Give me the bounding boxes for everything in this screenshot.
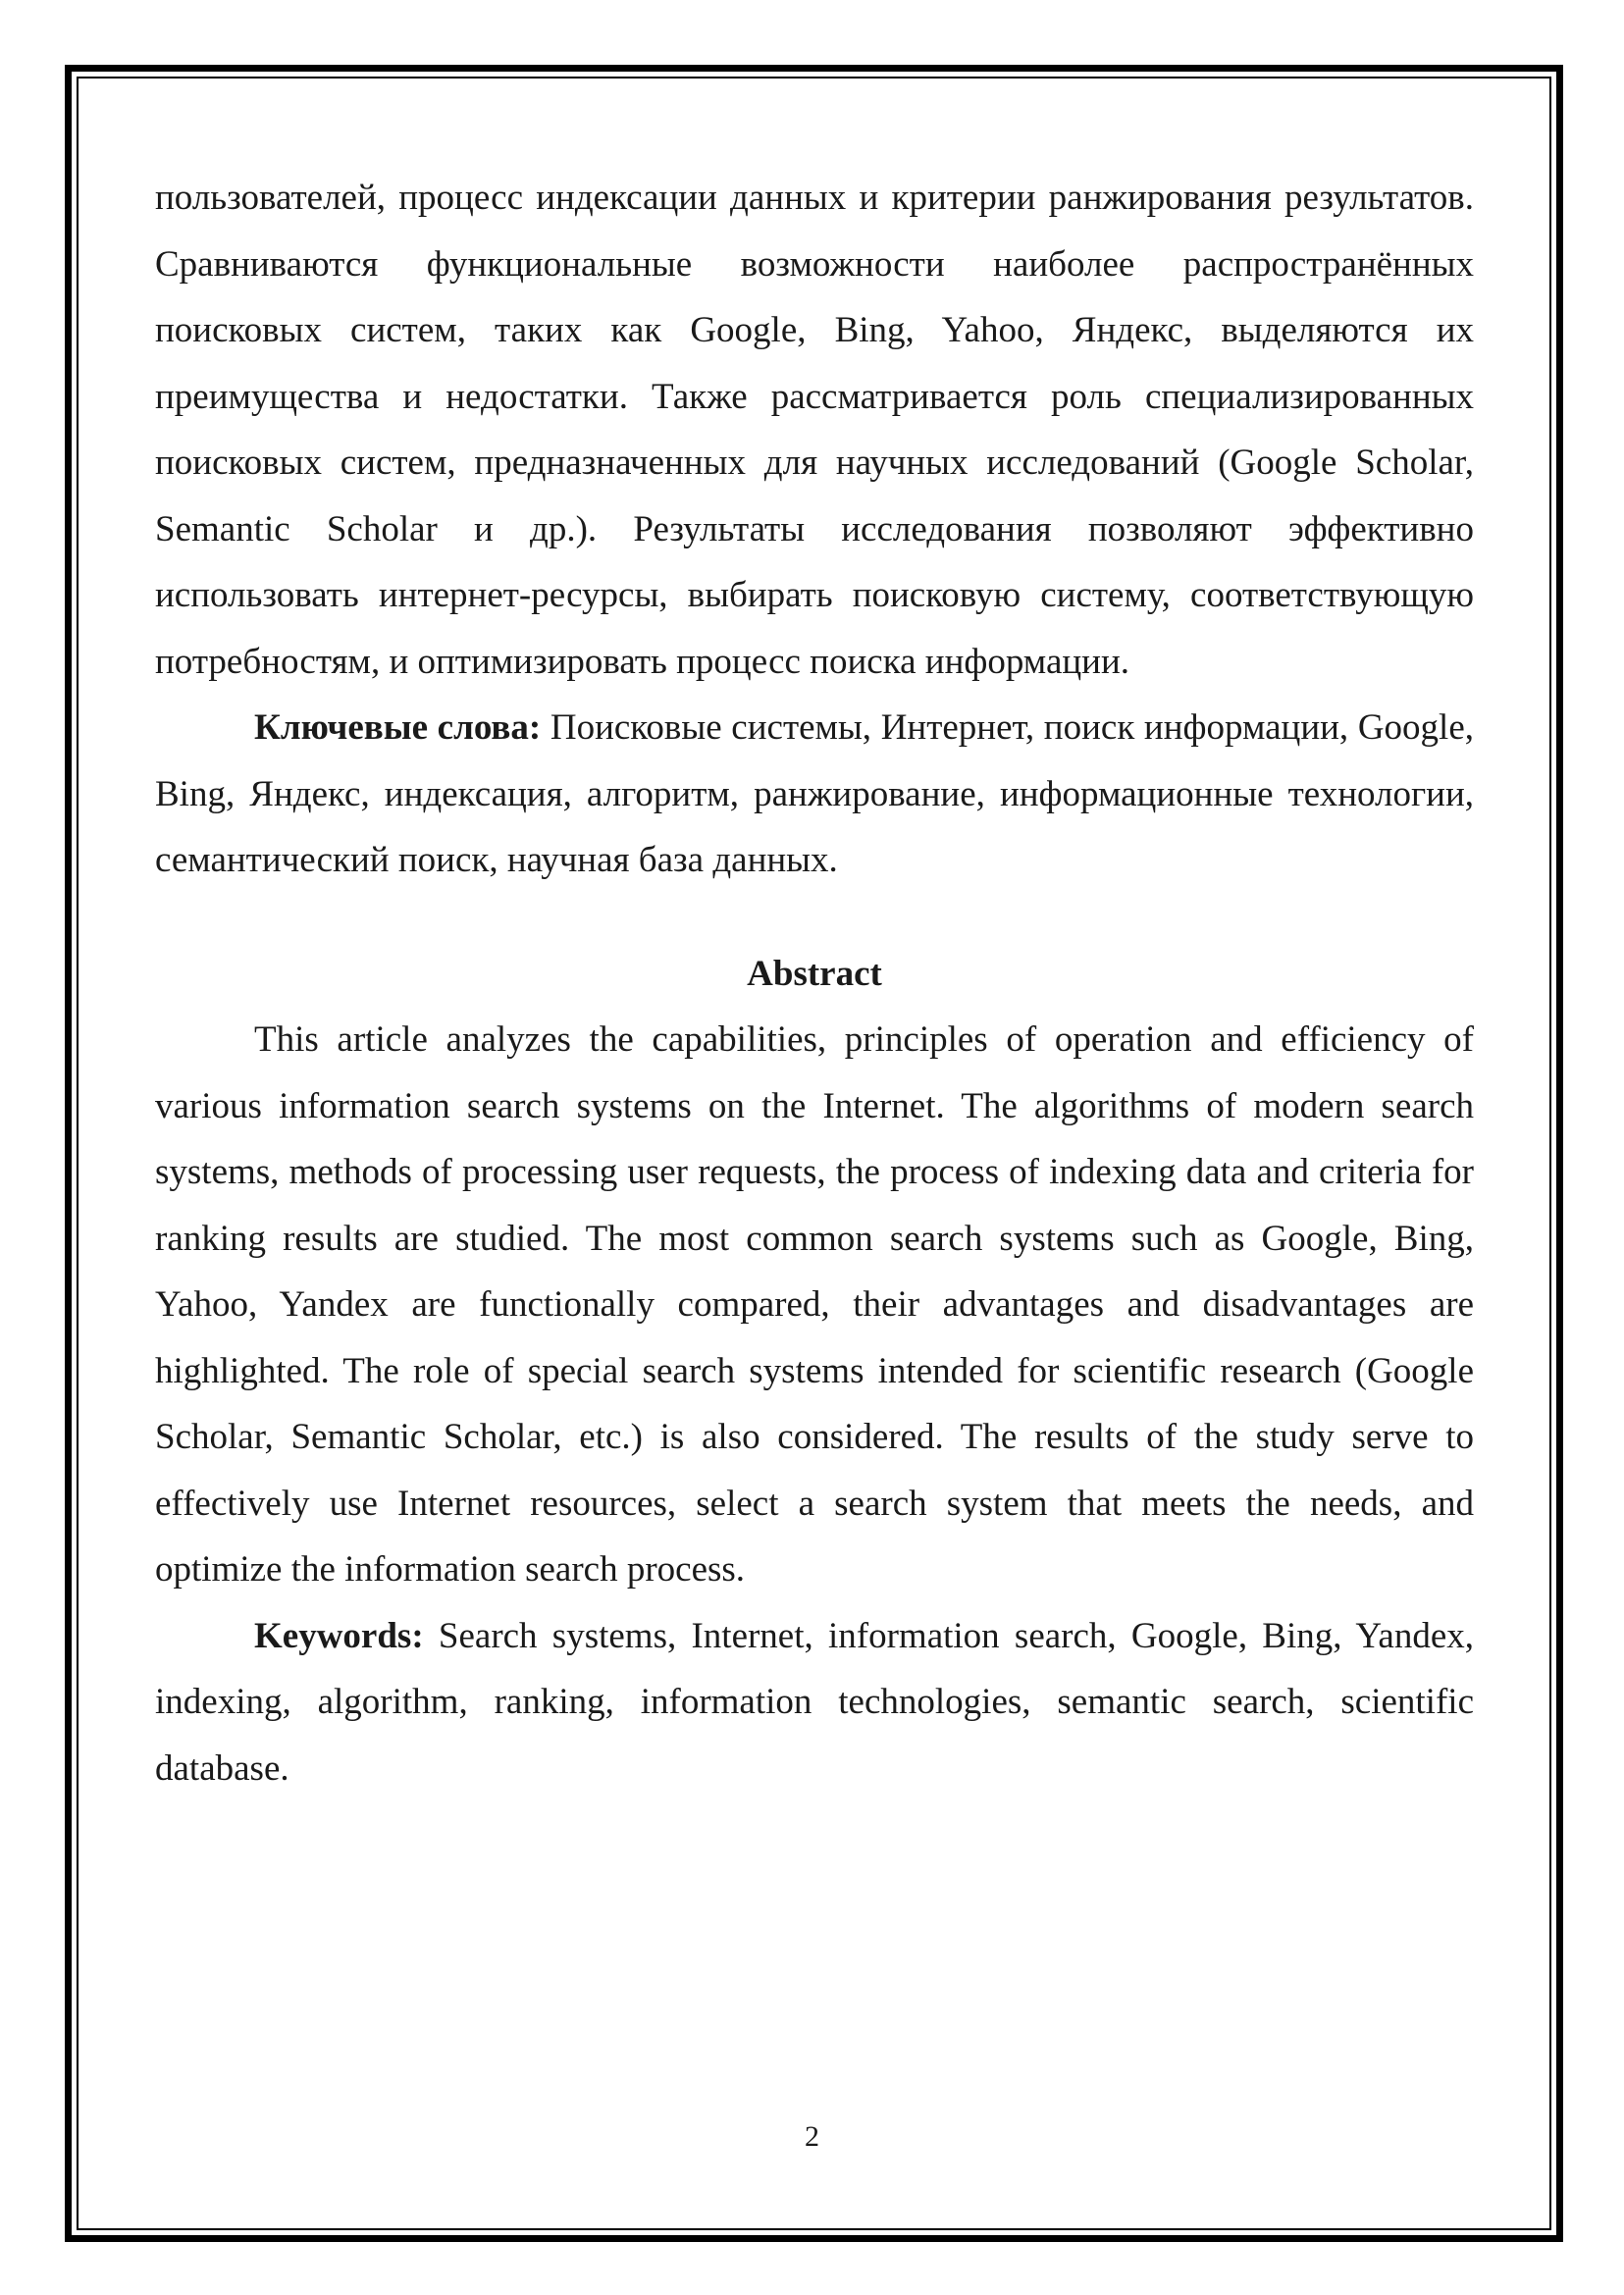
page-number: 2 bbox=[805, 2120, 819, 2153]
english-keywords bbox=[155, 1603, 1474, 1802]
page-content bbox=[155, 165, 1474, 1801]
russian-keywords-label: Ключевые слова: bbox=[254, 707, 542, 748]
russian-keywords bbox=[155, 695, 1474, 894]
russian-keywords-text: Поисковые системы, Интернет, поиск информации, Google, Bing, Яндекс, индексация, алгоритм, ранжирование, информационные технологии, семантический поиск, научная база данных. bbox=[155, 707, 1474, 880]
abstract-paragraph: This article analyzes the capabilities, principles of operation and efficiency of various information search systems on the Internet. The algorithms of modern search systems, methods of processing user requests, the process of indexing data and criteria for ranking results are studied. The most common search systems such as Google, Bing, Yahoo, Yandex are functionally compared, their advantages and disadvantages are highlighted. The role of special search systems intended for scientific research (Google Scholar, Semantic Scholar, etc.) is also considered. The results of the study serve to effectively use Internet resources, select a search system that meets the needs, and optimize the information search process. bbox=[155, 1019, 1474, 1590]
english-keywords-text: Search systems, Internet, information search, Google, Bing, Yandex, indexing, algorithm, ranking, information technologies, semantic search, scientific database. bbox=[155, 1615, 1474, 1789]
abstract-title: Abstract bbox=[747, 953, 882, 994]
russian-annotation-paragraph: пользователей, процесс индексации данных и критерии ранжирования результатов. Сравниваются функциональные возможности наиболее распространённых поисковых систем, таких как Google, Bing, Yahoo, Яндекс, выделяются их преимущества и недостатки. Также рассматривается роль специализированных поисковых систем, предназначенных для научных исследований (Google Scholar, Semantic Scholar и др.). Результаты исследования позволяют эффективно использовать интернет-ресурсы, выбирать поисковую систему, соответствующую потребностям, и оптимизировать процесс поиска информации. bbox=[155, 178, 1474, 682]
english-keywords-label: Keywords: bbox=[254, 1615, 424, 1656]
